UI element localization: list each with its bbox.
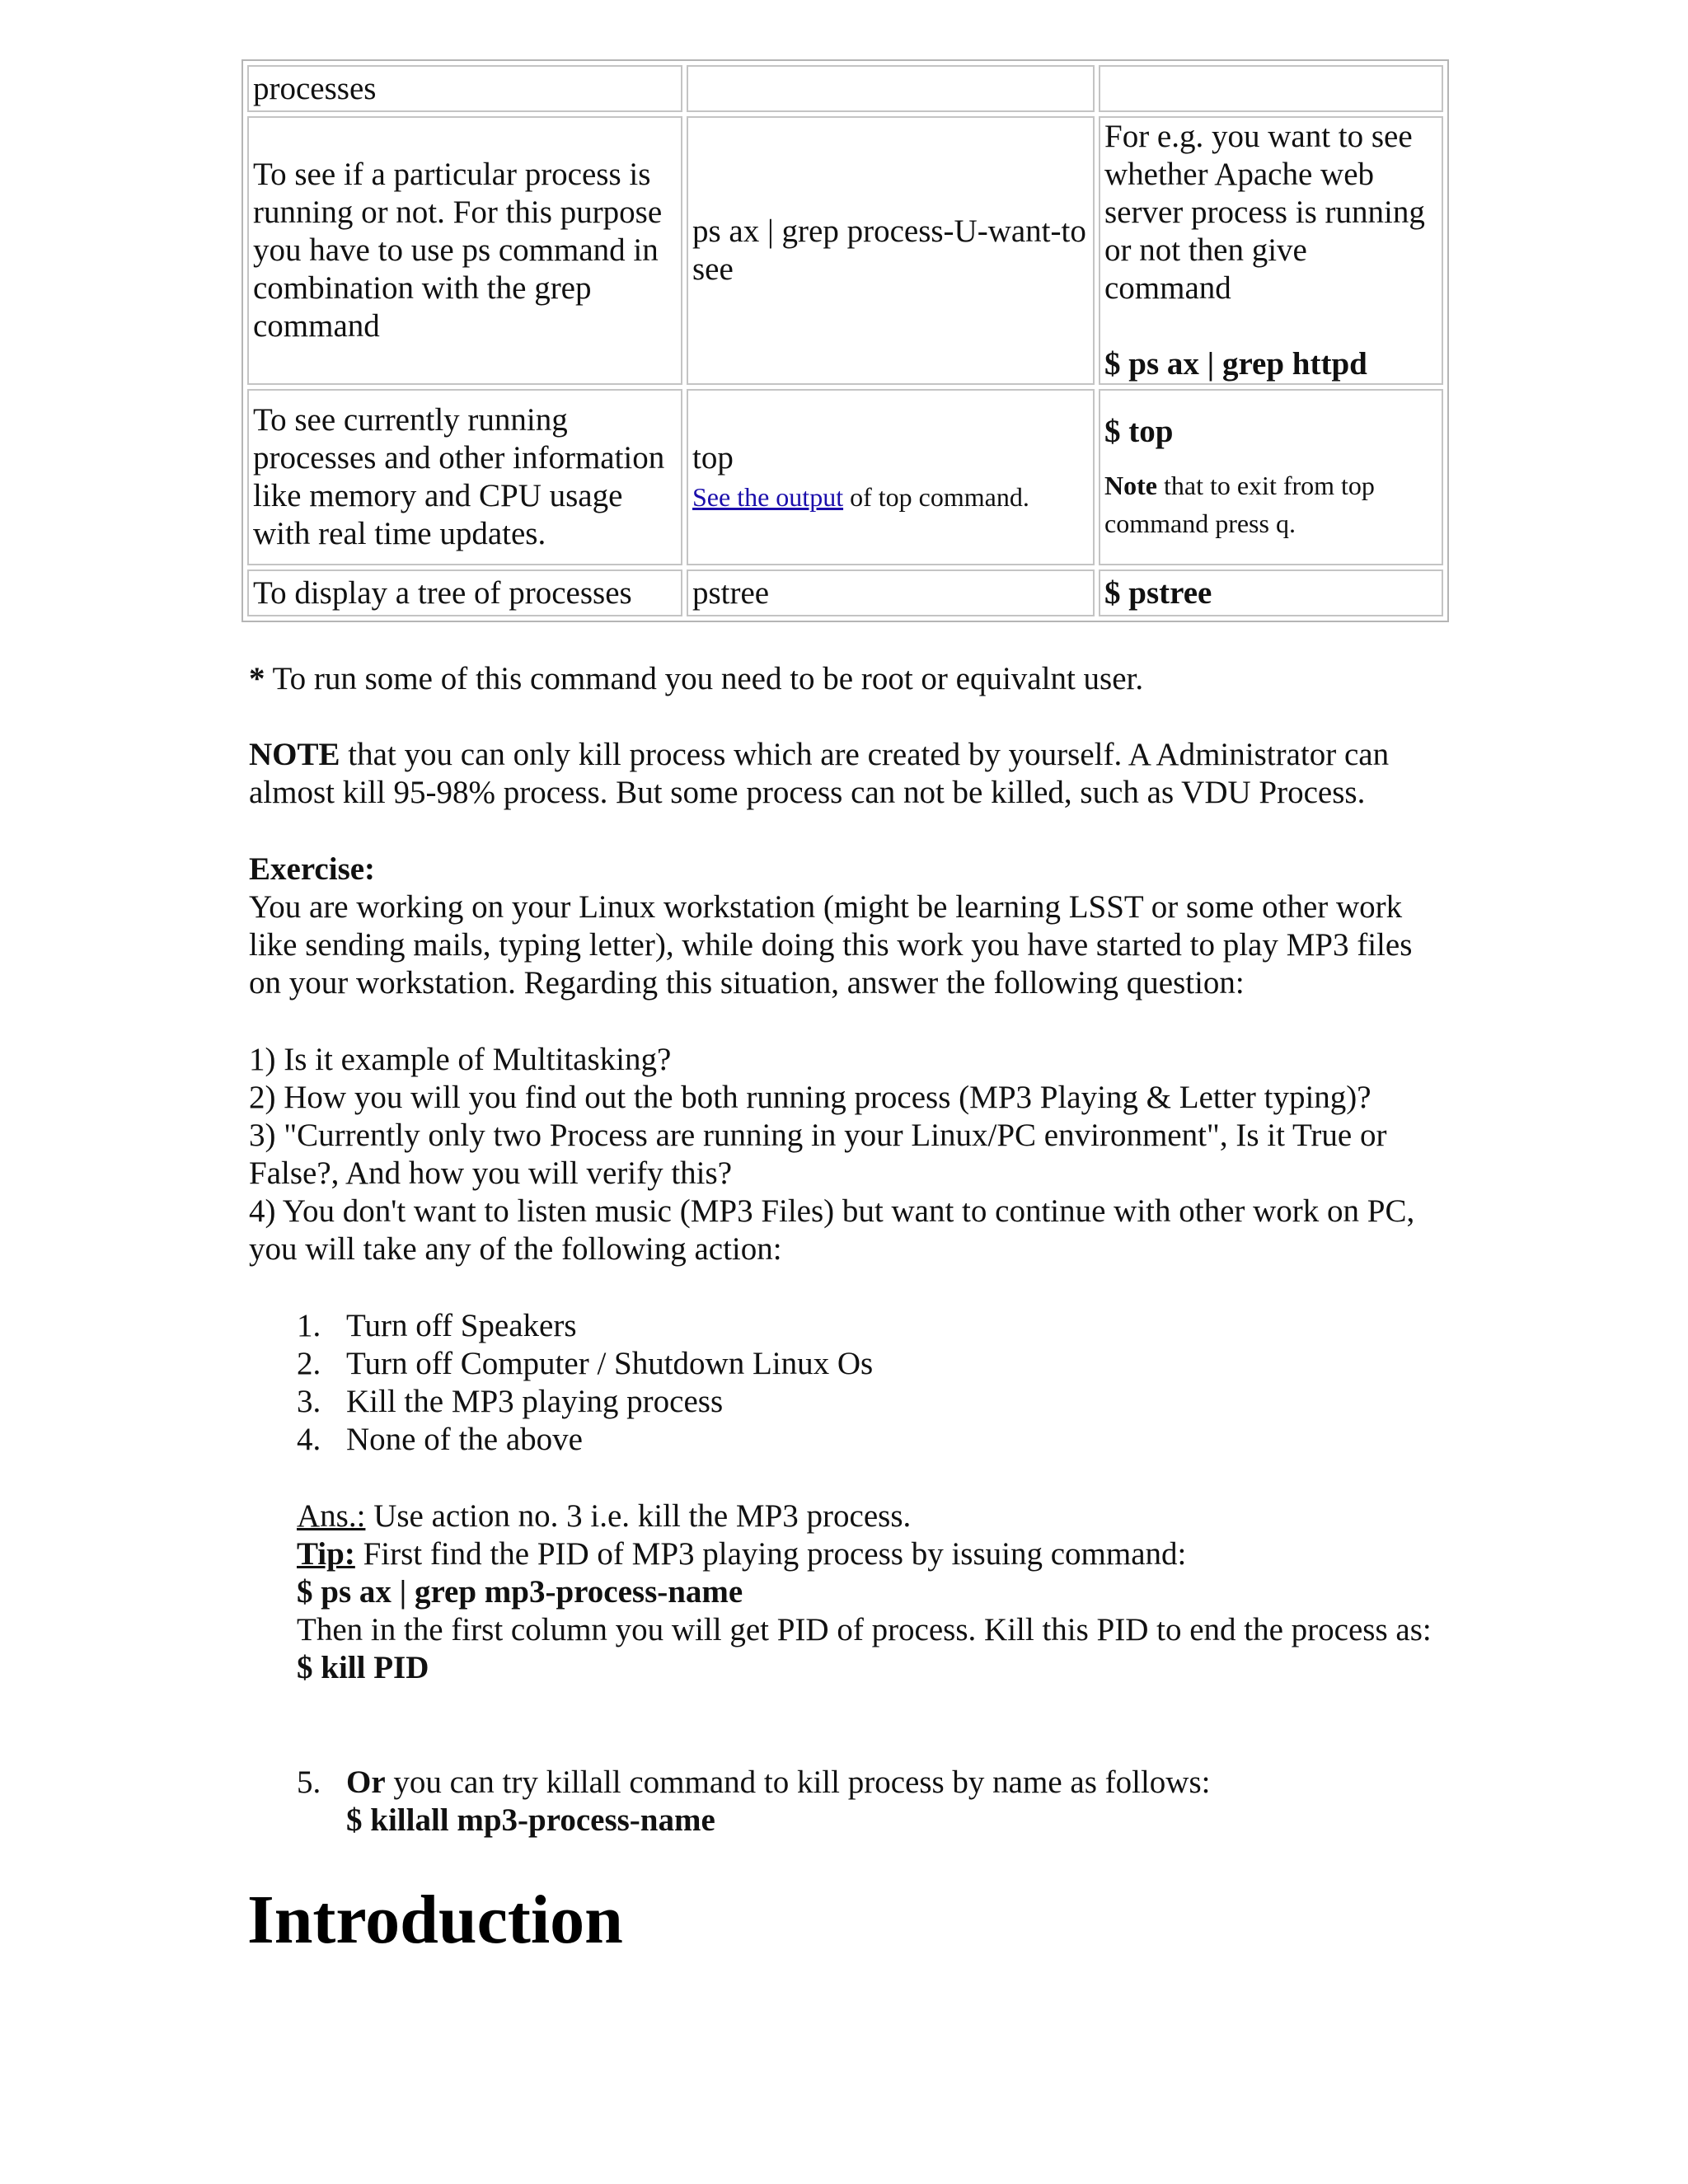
cell-text: To display a tree of processes: [253, 574, 632, 611]
cell-text: To see if a particular process is running or not. For this purpose you have to use ps command in combination with the grep command: [253, 157, 663, 344]
list-item: 3. Kill the MP3 playing process: [297, 1384, 724, 1419]
answer-label: Ans.:: [297, 1498, 366, 1534]
cell-example-command: $ pstree: [1104, 574, 1212, 611]
action-options: [297, 1307, 873, 1459]
cell-command: ps ax | grep process-U-want-to see: [692, 213, 1086, 287]
tip-label: Tip:: [297, 1536, 355, 1572]
kill-command: $ kill PID: [297, 1650, 429, 1685]
answer-block: [297, 1497, 1451, 1687]
table-cell: $ top Note that to exit from top command press q.: [1099, 389, 1443, 565]
table-cell: top See the output of top command.: [687, 389, 1095, 565]
question-item: 2) How you will you find out the both running process (MP3 Playing & Letter typing)?: [249, 1080, 1372, 1115]
cell-command: pstree: [692, 574, 770, 611]
table-row: [247, 389, 1443, 565]
table-row: [247, 116, 1443, 385]
see-output-link[interactable]: See the output: [692, 482, 844, 512]
cell-example-command: $ ps ax | grep httpd: [1104, 346, 1367, 382]
list-item: 2. Turn off Computer / Shutdown Linux Os: [297, 1346, 874, 1381]
answer-line: Ans.: Use action no. 3 i.e. kill the MP3 process.: [297, 1498, 912, 1534]
table-cell: [247, 116, 682, 385]
killall-command: $ killall mp3-process-name: [346, 1802, 715, 1838]
question-item: 4) You don't want to listen music (MP3 Files) but want to continue with other work on PC, you will take any of the following action:: [249, 1193, 1415, 1267]
list-item: 1. Turn off Speakers: [297, 1308, 577, 1343]
cell-text: For e.g. you want to see whether Apache web server process is running or not then give command: [1104, 119, 1425, 306]
table-cell: [687, 569, 1095, 616]
question-list: [249, 1041, 1452, 1268]
table-cell: [687, 65, 1095, 112]
table-cell: [247, 65, 682, 112]
table-row: [247, 65, 1443, 112]
footnote: * To run some of this command you need to be root or equivalnt user.: [249, 661, 1144, 696]
table-cell: [687, 116, 1095, 385]
cell-example-command: $ top: [1104, 414, 1174, 449]
then-text: Then in the first column you will get PID of process. Kill this PID to end the process as:: [297, 1612, 1432, 1647]
note-label: Note: [1104, 471, 1157, 500]
cell-command: top: [692, 440, 734, 476]
table-cell: [247, 389, 682, 565]
list-item: 4. None of the above: [297, 1422, 583, 1457]
table-cell: [247, 569, 682, 616]
table-row: [247, 569, 1443, 616]
table-cell: [1099, 569, 1443, 616]
list-item-5: 5. Or you can try killall command to kill process by name as follows: $ killall mp3-process-name: [297, 1765, 1211, 1838]
tip-line: Tip: First find the PID of MP3 playing process by issuing command:: [297, 1536, 1187, 1572]
cell-text: processes: [253, 70, 377, 106]
note-paragraph: NOTE that you can only kill process which are created by yourself. A Administrator can almost kill 95-98% process. But some process can not be killed, such as VDU Process.: [249, 737, 1390, 810]
section-heading: Introduction: [247, 1882, 623, 1958]
exercise-heading: Exercise:: [249, 851, 376, 887]
cell-text: To see currently running processes and other information like memory and CPU usage with real time updates.: [253, 402, 665, 551]
table-cell: [1099, 116, 1443, 385]
question-item: 3) "Currently only two Process are running in your Linux/PC environment", Is it True or False?, And how you will verify this?: [249, 1118, 1387, 1191]
exercise-text: You are working on your Linux workstation (might be learning LSST or some other work like sending mails, typing letter), while doing this work you have started to play MP3 files on your workstation. Regarding this situation, answer the following question:: [249, 889, 1413, 1001]
question-item: 1) Is it example of Multitasking?: [249, 1042, 672, 1077]
tip-command: $ ps ax | grep mp3-process-name: [297, 1574, 743, 1610]
command-table: [241, 59, 1449, 622]
table-cell: [1099, 65, 1443, 112]
